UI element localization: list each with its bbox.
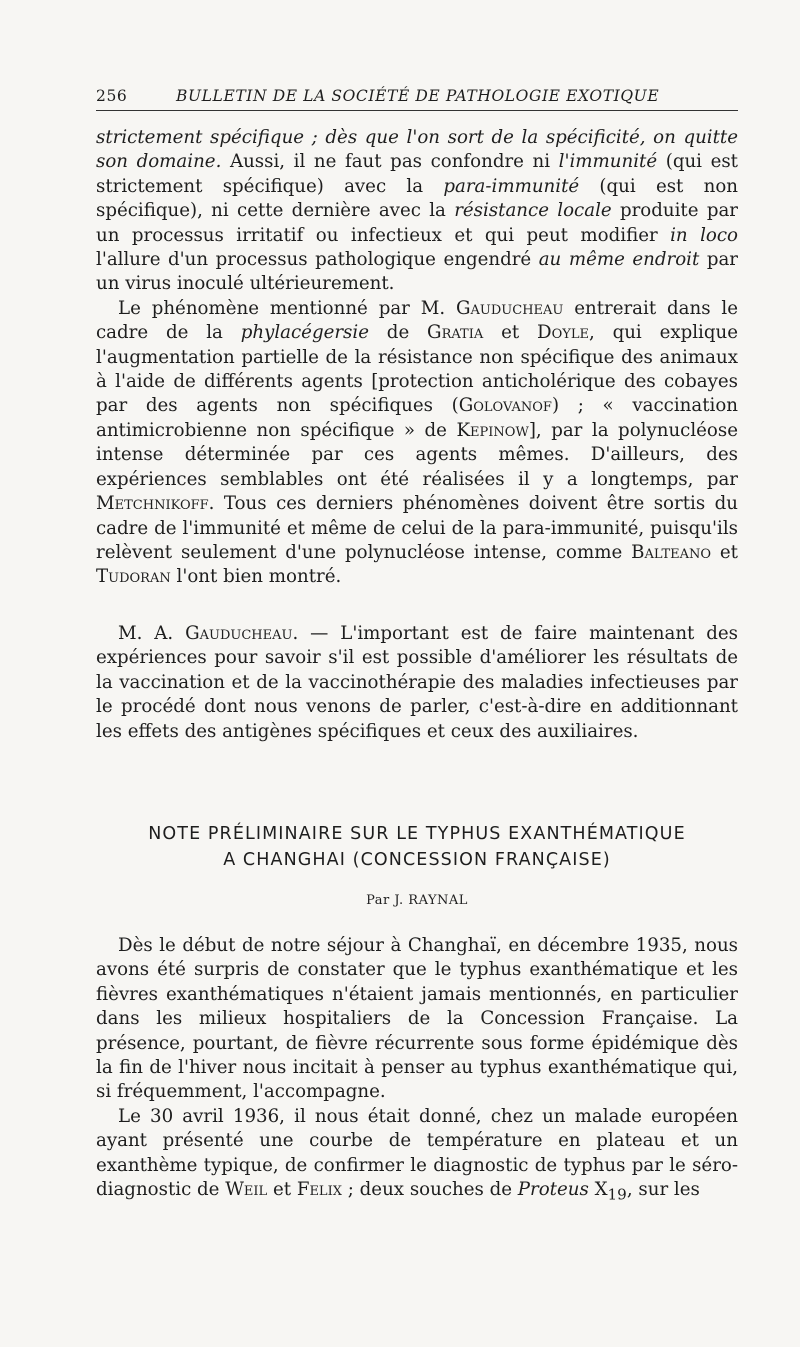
discussion-text bbox=[96, 126, 738, 590]
paragraph-5: Le 30 avril 1936, il nous était donné, chez un malade européen ayant présenté une courbe de température en plateau et un exanthème typique, de confirmer le diagnostic de typhus par le séro-diagnostic de Weil et Felix ; deux souches de Proteus $X_{19}$, sur les bbox=[96, 1105, 738, 1204]
paragraph-2: Le phénomène mentionné par M. Gauducheau entrerait dans le cadre de la phylacégersie de Gratia et Doyle, qui explique l'augmentation partielle de la résistance non spécifique des animaux à l'aide de différents agents [protection anticholérique des cobayes par des agents non spécifiques (Golovanof) ; « vaccination antimicrobienne non spécifique » de Kepinow], par la polynucléose intense déterminée par ces agents mêmes. D'ailleurs, des expériences semblables ont été réalisées il y a longtemps, par Metchnikoff. Tous ces derniers phénomènes doivent être sortis du cadre de l'immunité et même de celui de la para-immunité, puisqu'ils relèvent seulement d'une polynucléose intense, comme Balteano et Tudoran l'ont bien montré. bbox=[96, 297, 738, 588]
paragraph-4: Dès le début de notre séjour à Changhaï, en décembre 1935, nous avons été surpris de constater que le typhus exanthématique et les fièvres exanthématiques n'étaient jamais mentionnés, en particulier dans les milieux hospitaliers de la Concession Française. La présence, pourtant, de fièvre récurrente sous forme épidémique dès la fin de l'hiver nous incitait à penser au typhus exanthématique qui, si fréquemment, l'accompagne. bbox=[96, 935, 738, 1103]
article-byline: Par J. RAYNAL bbox=[366, 893, 468, 908]
page-number: 256 bbox=[96, 87, 128, 105]
paragraph-3: M. A. Gauducheau. — L'important est de faire maintenant des expériences pour savoir s'il est possible d'améliorer les résultats de la vaccination et de la vaccinothérapie des maladies infectieuses par le procédé dont nous venons de parler, c'est-à-dire en additionnant les effets des antigènes spécifiques et ceux des auxiliaires. bbox=[96, 623, 738, 742]
article-title bbox=[86, 821, 748, 873]
running-title: BULLETIN DE LA SOCIÉTÉ DE PATHOLOGIE EXOTIQUE bbox=[176, 87, 660, 105]
article-title-line-2: A CHANGHAI (CONCESSION FRANÇAISE) bbox=[223, 850, 611, 870]
article-text bbox=[96, 934, 738, 1207]
gauducheau-reply bbox=[96, 622, 738, 744]
article-title-line-1: NOTE PRÉLIMINAIRE SUR LE TYPHUS EXANTHÉMATIQUE bbox=[148, 824, 686, 844]
paragraph-1: strictement spécifique ; dès que l'on sort de la spécificité, on quitte son domaine. Aussi, il ne faut pas confondre ni l'immunité (qui est strictement spécifique) avec la para-immunité (qui est non spécifique), ni cette dernière avec la résistance locale produite par un processus irritatif ou infectieux et qui peut modifier in loco l'allure d'un processus pathologique engendré au même endroit par un virus inoculé ultérieurement. bbox=[96, 127, 739, 295]
header-rule bbox=[96, 110, 738, 111]
